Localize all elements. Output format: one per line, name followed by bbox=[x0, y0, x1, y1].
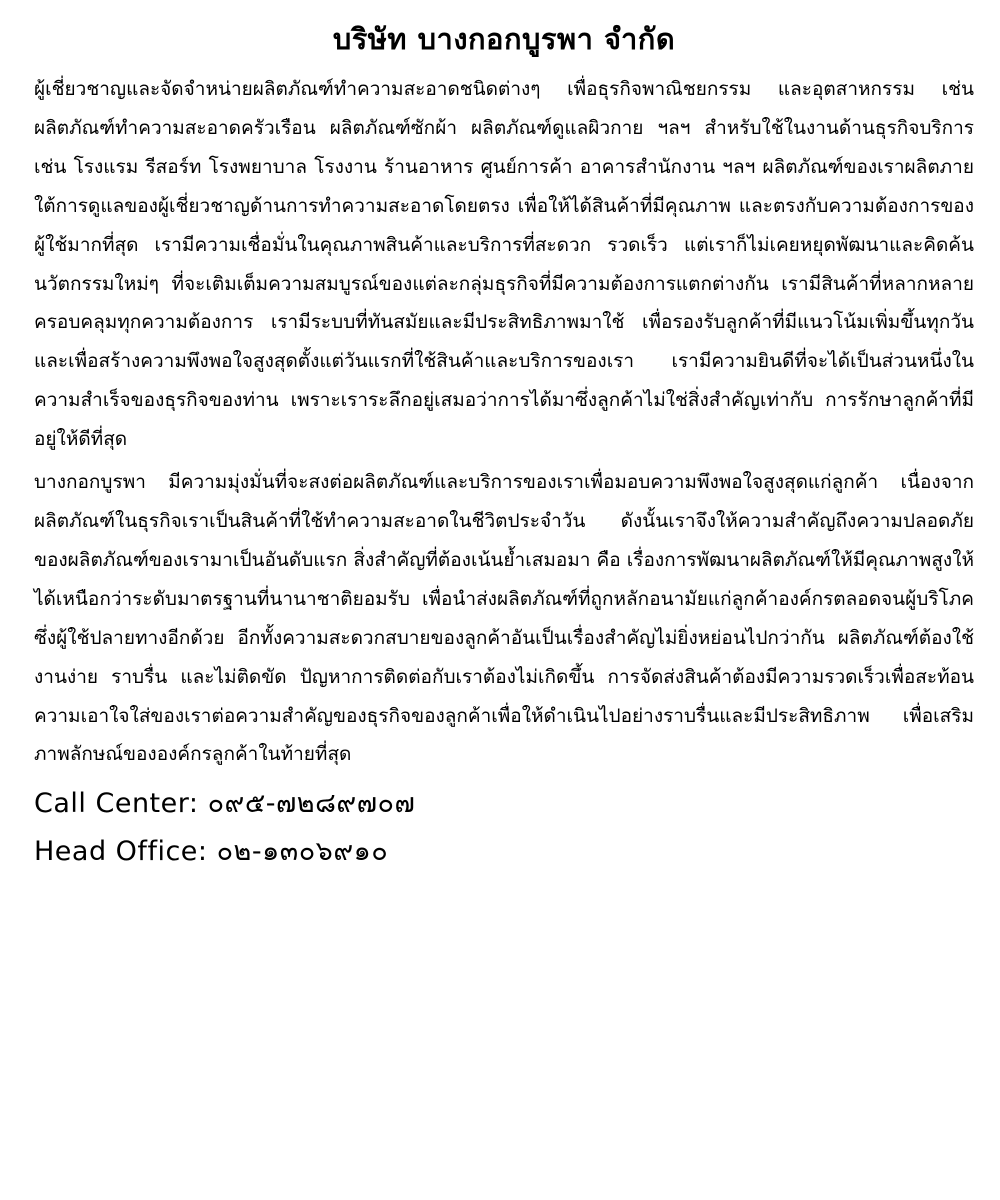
company-title: บริษัท บางกอกบูรพา จำกัด bbox=[332, 22, 676, 56]
head-office-line: Head Office: ๐๒-๑๓๐๖๙๑๐ bbox=[34, 836, 389, 868]
call-center-line: Call Center: ๐๙๕-๗๒๘๙๗๐๗ bbox=[34, 788, 416, 820]
about-paragraph-1: ผู้เชี่ยวชาญและจัดจำหน่ายผลิตภัณฑ์ทำความสะอาดชนิดต่างๆ เพื่อธุรกิจพาณิชยกรรม และอุตสาหกรรม เช่น ผลิตภัณฑ์ทำความสะอาดครัวเรือน ผลิตภัณฑ์ซักผ้า ผลิตภัณฑ์ดูแลผิวกาย ฯลฯ สำหรับใช้ในงานด้านธุรกิจบริการ เช่น โรงแรม รีสอร์ท โรงพยาบาล โรงงาน ร้านอาหาร ศูนย์การค้า อาคารสำนักงาน ฯลฯ ผลิตภัณฑ์ของเราผลิตภายใต้การดูแลของผู้เชี่ยวชาญด้านการทำความสะอาดโดยตรง เพื่อให้ได้สินค้าที่มีคุณภาพ และตรงกับความต้องการของผู้ใช้มากที่สุด เรามีความเชื่อมั่นในคุณภาพสินค้าและบริการที่สะดวก รวดเร็ว แต่เราก็ไม่เคยหยุดพัฒนาและคิดค้นนวัตกรรมใหม่ๆ ที่จะเติมเต็มความสมบูรณ์ของแต่ละกลุ่มธุรกิจที่มีความต้องการแตกต่างกัน เรามีสินค้าที่หลากหลายครอบคลุมทุกความต้องการ เรามีระบบที่ทันสมัยและมีประสิทธิภาพมาใช้ เพื่อรองรับลูกค้าที่มีแนวโน้มเพิ่มขึ้นทุกวัน และเพื่อสร้างความพึงพอใจสูงสุดตั้งแต่วันแรกที่ใช้สินค้าและบริการของเรา เรามีความยินดีที่จะได้เป็นส่วนหนึ่งในความสำเร็จของธุรกิจของท่าน เพราะเราระลึกอยู่เสมอว่าการได้มาซึ่งลูกค้าไม่ใช่สิ่งสำคัญเท่ากับ การรักษาลูกค้าที่มีอยู่ให้ดีที่สุด bbox=[34, 78, 974, 451]
company-profile-page bbox=[34, 0, 974, 1200]
about-paragraph-2: บางกอกบูรพา มีความมุ่งมั่นที่จะสงต่อผลิตภัณฑ์และบริการของเราเพื่อมอบความพึงพอใจสูงสุดแก่ลูกค้า เนื่องจากผลิตภัณฑ์ในธุรกิจเราเป็นสินค้าที่ใช้ทำความสะอาดในชีวิตประจำวัน ดังนั้นเราจึงให้ความสำคัญถึงความปลอดภัยของผลิตภัณฑ์ของเรามาเป็นอันดับแรก สิ่งสำคัญที่ต้องเน้นย้ำเสมอมา คือ เรื่องการพัฒนาผลิตภัณฑ์ให้มีคุณภาพสูงให้ได้เหนือกว่าระดับมาตรฐานที่นานาชาติยอมรับ เพื่อนำส่งผลิตภัณฑ์ที่ถูกหลักอนามัยแก่ลูกค้าองค์กรตลอดจนผู้บริโภคซึ่งผู้ใช้ปลายทางอีกด้วย อีกทั้งความสะดวกสบายของลูกค้าอันเป็นเรื่องสำคัญไม่ยิ่งหย่อนไปกว่ากัน ผลิตภัณฑ์ต้องใช้งานง่าย ราบรื่น และไม่ติดขัด ปัญหาการติดต่อกับเราต้องไม่เกิดขึ้น การจัดส่งสินค้าต้องมีความรวดเร็วเพื่อสะท้อนความเอาใจใส่ของเราต่อความสำคัญของธุรกิจของลูกค้าเพื่อให้ดำเนินไปอย่างราบรื่นและมีประสิทธิภาพ เพื่อเสริมภาพลักษณ์ขององค์กรลูกค้าในท้ายที่สุด bbox=[34, 471, 974, 766]
contact-info bbox=[34, 780, 974, 876]
